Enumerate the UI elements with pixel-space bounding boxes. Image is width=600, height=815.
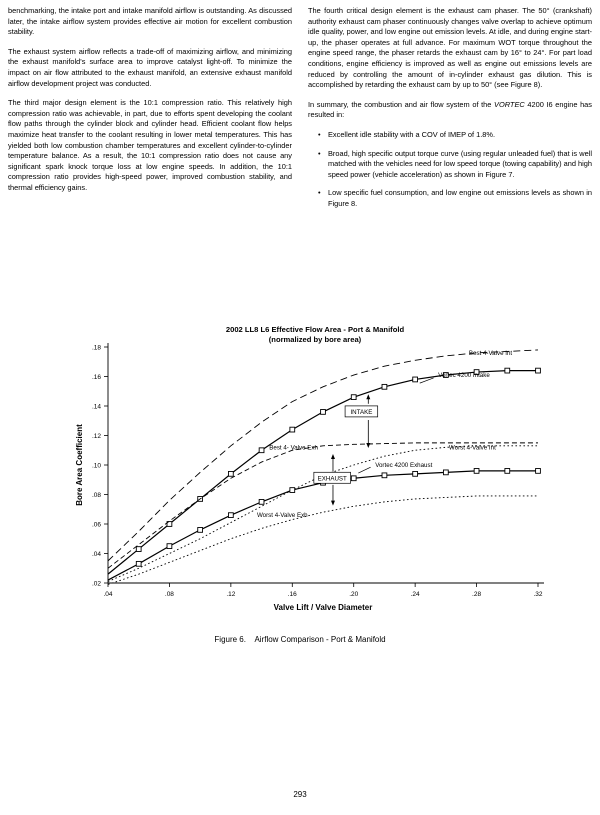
chart-annotation: INTAKE [350,408,373,416]
paragraph: The fourth critical design element is the exhaust cam phaser. The 50° (crankshaft) authority exhaust cam phaser continuously changes valve overlap to achieve optimum idle quality, power, and low engine out emission levels. At idle, and during engine start-up, the phaser operates at full advance. For maximum WOT torque throughout the engine speed range, the phaser retards the exhaust cam by 16° to 24°. For part load conditions, engine efficiency is improved as well as engine out emissions levels are reduced by controlling the amount of in-cylinder exhaust gas dilution. This is accomplished by retarding the exhaust cam by up to 50° (see Figure 8). [308,6,592,90]
data-marker [198,528,203,533]
svg-text:.16: .16 [91,374,101,382]
series-line [108,496,538,585]
paragraph: The exhaust system airflow reflects a trade-off of maximizing airflow, and minimizing the exhaust manifold's surface area to improve catalyst light-off. To minimize the impact on air flow attributed to the exhaust manifold, an extensive exhaust manifold airflow development project was conducted. [8,46,292,88]
right-column [308,6,592,218]
data-marker [228,513,233,518]
chart-title-line1: 2002 LL8 L6 Effective Flow Area - Port & Manifold [225,325,405,334]
svg-text:.16: .16 [287,591,297,598]
figure-caption-text: Airflow Comparison - Port & Manifold [254,635,386,644]
svg-text:.12: .12 [91,433,101,441]
svg-text:.10: .10 [91,462,101,470]
data-marker [290,488,295,493]
two-column-text [8,6,592,218]
svg-text:.18: .18 [91,344,101,352]
data-marker [351,476,356,481]
svg-text:.04: .04 [91,551,101,559]
left-column [8,6,292,218]
summary-prefix: In summary, the combustion and air flow system of the [308,99,495,109]
airflow-comparison-chart [30,325,570,625]
chart-annotation: Worst 4-Valve Exh [256,512,308,520]
series-line [108,471,538,580]
figure-6 [30,325,570,655]
series-line [108,350,538,561]
data-marker [259,448,264,453]
data-marker [413,377,418,382]
svg-text:.20: .20 [349,591,359,598]
data-marker [351,395,356,400]
page-number: 293 [293,790,307,799]
data-marker [290,427,295,432]
data-marker [474,469,479,474]
data-marker [443,470,448,475]
figure-caption [30,635,570,644]
svg-text:.14: .14 [91,403,101,411]
data-marker [536,469,541,474]
chart-annotation: EXHAUST [317,475,347,483]
data-marker [136,561,141,566]
data-marker [505,469,510,474]
data-marker [413,471,418,476]
chart-title-line2: (normalized by bore area) [268,335,362,344]
svg-text:.12: .12 [226,591,236,598]
svg-text:.04: .04 [103,591,113,598]
chart-annotation: Vortec 4200 Exhaust [375,462,433,469]
chart-annotation: Best 4-Valve Int [468,349,513,357]
data-marker [382,384,387,389]
svg-text:Bore Area Coefficient: Bore Area Coefficient [75,424,84,506]
data-marker [228,471,233,476]
paragraph: benchmarking, the intake port and intake manifold airflow is outstanding. As discussed later, the intake airflow system provides effective air motion for excellent combustion stability. [8,6,292,37]
svg-text:.06: .06 [91,521,101,529]
data-marker [259,499,264,504]
svg-text:Valve Lift / Valve Diameter: Valve Lift / Valve Diameter [273,603,373,612]
vortec-trademark: VORTEC [494,99,525,109]
data-marker [382,473,387,478]
data-marker [136,547,141,552]
chart-annotation: Worst 4-Valve Int [448,444,496,452]
series-line [108,443,538,568]
list-item: • Low specific fuel consumption, and low engine out emissions levels as shown in Figure 8. [322,188,592,209]
chart-annotation: Best 4- Valve Exh [269,444,318,452]
list-item: • Broad, high specific output torque curve (using regular unleaded fuel) that is well matched with the vehicles need for low speed torque (towing capability) and high speed power (vehicle acceleration) as shown in Figure 7. [322,149,592,181]
figure-caption-label: Figure 6. [214,635,246,644]
svg-text:.32: .32 [533,591,543,598]
summary-bullet-list [308,130,592,210]
summary-lead-in [308,100,592,121]
svg-text:.28: .28 [472,591,482,598]
chart-annotation: Vortec 4200 Intake [438,372,490,380]
data-marker [321,410,326,415]
summary-suffix: 4200 I6 engine has resulted in: [308,99,592,120]
svg-text:.02: .02 [91,580,101,588]
list-item: • Excellent idle stability with a COV of IMEP of 1.8%. [322,130,592,141]
svg-text:.08: .08 [91,492,101,500]
data-marker [536,368,541,373]
data-marker [505,368,510,373]
svg-text:.08: .08 [164,591,174,598]
paragraph: The third major design element is the 10:1 compression ratio. This relatively high compression ratio was achievable, in part, due to efforts spent developing the coolant flow paths through the cylinder block and cylinder head. Efficient coolant flow helps maximize heat transfer to the coolant resulting in lower metal temperatures. This has yielded both low combustion chamber temperatures and excellent cylinder-to-cylinder temperature balance. As a result, the 10:1 compression ratio does not cause any significant spark knock torque loss at low engine speeds. In addition, the 10:1 compression ratio provides high-speed power, improved combustion stability, and thermal efficiency gains. [8,98,292,192]
data-marker [167,544,172,549]
svg-text:.24: .24 [410,591,420,598]
